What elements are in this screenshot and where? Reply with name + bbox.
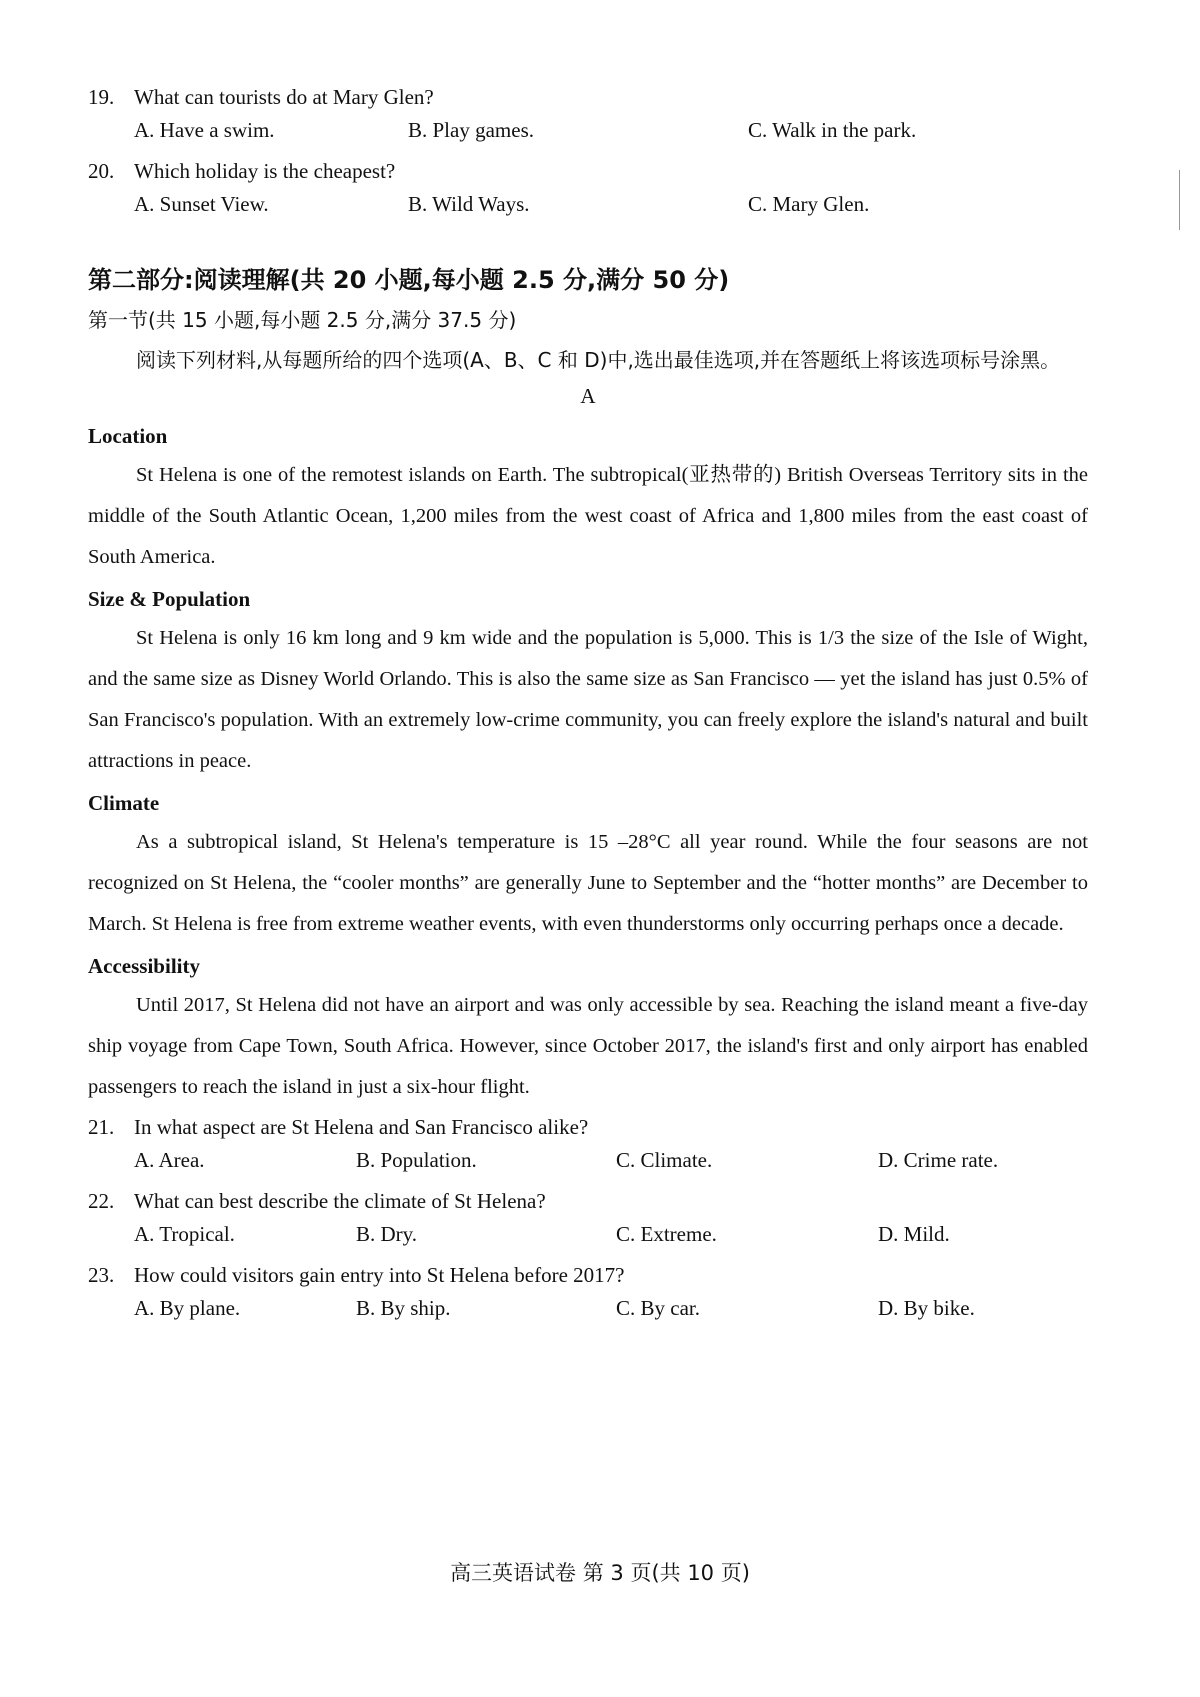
question-number: 19. — [88, 85, 115, 109]
option-a: A. Sunset View. — [134, 192, 269, 216]
paragraph-location: St Helena is one of the remotest islands on Earth. The subtropical(亚热带的) British Overseas Territory sits in the middle of the South Atlantic Ocean, 1,200 miles from the west coast of Africa and 1,800 miles from the east coast of South America. — [88, 464, 1088, 568]
options-row — [88, 112, 1088, 152]
option-d: D. By bike. — [878, 1296, 975, 1320]
question-text: What can tourists do at Mary Glen? — [134, 85, 434, 109]
paragraph-size: St Helena is only 16 km long and 9 km wide and the population is 5,000. This is 1/3 the size of the Isle of Wight, and the same size as Disney World Orlando. This is also the same size as San Francisco — yet the island has just 0.5% of San Francisco's population. With an extremely low-crime community, you can freely explore the island's natural and built attractions in peace. — [88, 627, 1088, 772]
question-21 — [88, 1112, 1088, 1182]
heading-location: Location — [88, 424, 168, 448]
margin-mark — [1179, 170, 1180, 230]
question-number: 23. — [88, 1263, 115, 1287]
heading-accessibility: Accessibility — [88, 954, 200, 978]
paragraph-climate: As a subtropical island, St Helena's temperature is 15 –28°C all year round. While the four seasons are not recognized on St Helena, the “cooler months” are generally June to September and the “hotter months” are December to March. St Helena is free from extreme weather events, with even thunderstorms only occurring perhaps once a decade. — [88, 831, 1088, 935]
section-title: 第一节(共 15 小题,每小题 2.5 分,满分 37.5 分) — [88, 308, 517, 332]
exam-page — [88, 78, 1088, 1330]
question-text: In what aspect are St Helena and San Francisco alike? — [134, 1115, 589, 1139]
question-19 — [88, 82, 1088, 152]
options-row — [88, 186, 1088, 226]
question-number: 21. — [88, 1115, 115, 1139]
question-number: 20. — [88, 159, 115, 183]
option-d: D. Mild. — [878, 1222, 950, 1246]
options-row — [88, 1216, 1088, 1256]
question-text: How could visitors gain entry into St Helena before 2017? — [134, 1263, 625, 1287]
question-22 — [88, 1186, 1088, 1256]
heading-size: Size & Population — [88, 587, 251, 611]
instructions: 阅读下列材料,从每题所给的四个选项(A、B、C 和 D)中,选出最佳选项,并在答题纸上将该选项标号涂黑。 — [136, 348, 1061, 372]
option-c: C. Extreme. — [616, 1222, 717, 1246]
option-c: C. Walk in the park. — [748, 118, 917, 142]
part-title: 第二部分:阅读理解(共 20 小题,每小题 2.5 分,满分 50 分) — [88, 266, 730, 294]
option-d: D. Crime rate. — [878, 1148, 999, 1172]
option-c: C. By car. — [616, 1296, 700, 1320]
heading-climate: Climate — [88, 791, 160, 815]
question-23 — [88, 1260, 1088, 1330]
options-row — [88, 1290, 1088, 1330]
page-footer: 高三英语试卷 第 3 页(共 10 页) — [450, 1561, 750, 1585]
option-a: A. Have a swim. — [134, 118, 275, 142]
question-text: Which holiday is the cheapest? — [134, 159, 396, 183]
option-b: B. By ship. — [356, 1296, 451, 1320]
option-a: A. Tropical. — [134, 1222, 235, 1246]
option-b: B. Population. — [356, 1148, 477, 1172]
paragraph-accessibility: Until 2017, St Helena did not have an airport and was only accessible by sea. Reaching the island meant a five-day ship voyage from Cape Town, South Africa. However, since October 2017, the island's first and only airport has enabled passengers to reach the island in just a six-hour flight. — [88, 994, 1088, 1098]
options-row — [88, 1142, 1088, 1182]
option-c: C. Climate. — [616, 1148, 713, 1172]
option-b: B. Wild Ways. — [408, 192, 530, 216]
question-text: What can best describe the climate of St Helena? — [134, 1189, 546, 1213]
option-a: A. Area. — [134, 1148, 205, 1172]
question-20 — [88, 156, 1088, 226]
option-b: B. Dry. — [356, 1222, 418, 1246]
question-number: 22. — [88, 1189, 115, 1213]
passage-letter: A — [580, 384, 596, 408]
option-c: C. Mary Glen. — [748, 192, 870, 216]
option-a: A. By plane. — [134, 1296, 241, 1320]
option-b: B. Play games. — [408, 118, 534, 142]
